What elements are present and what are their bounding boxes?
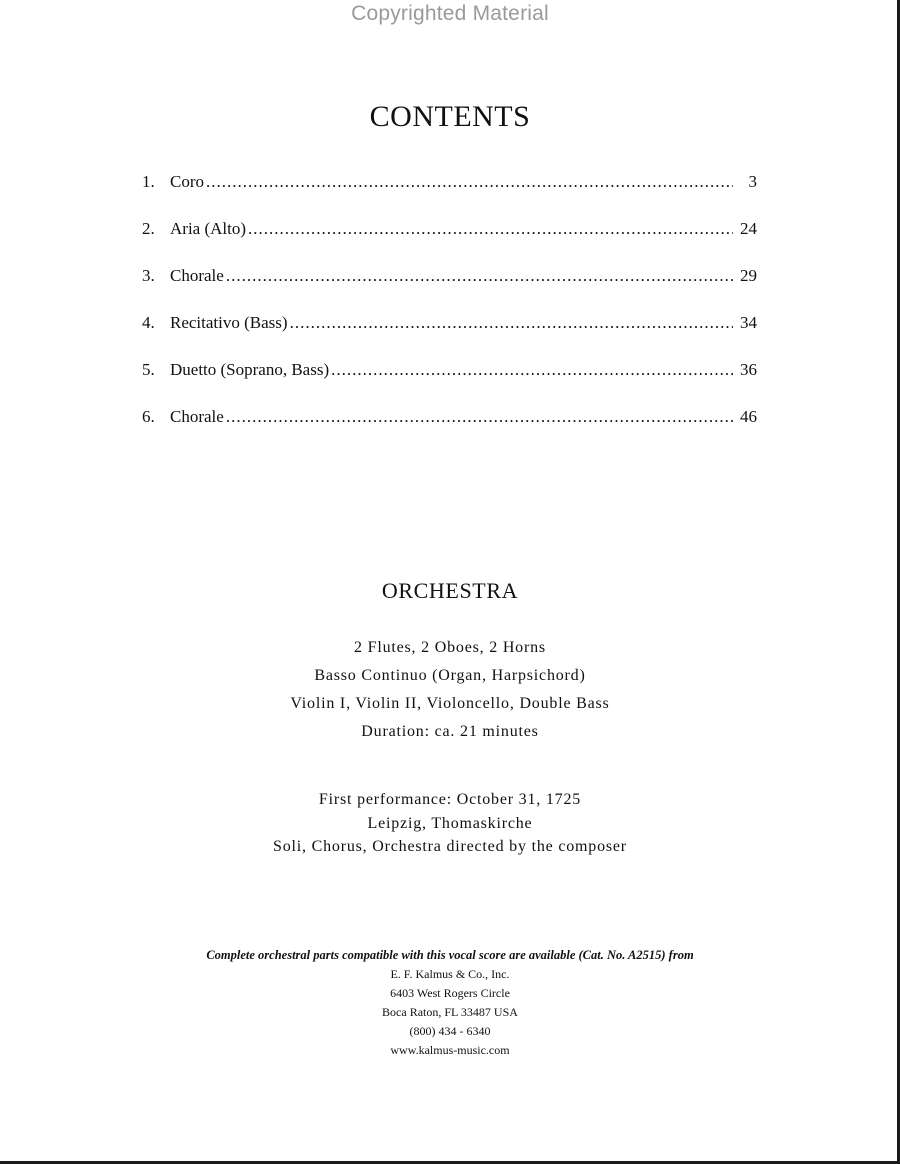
toc-leader-dots — [206, 172, 733, 192]
toc-entry-page: 46 — [740, 407, 757, 426]
toc-entry-title: Coro — [170, 172, 204, 191]
instrumentation-line: 2 Flutes, 2 Oboes, 2 Horns — [354, 639, 546, 656]
toc-entry — [142, 266, 757, 313]
publisher-city: Boca Raton, FL 33487 USA — [382, 1005, 518, 1019]
performance-venue-line: Leipzig, Thomaskirche — [367, 814, 533, 832]
contents-heading: CONTENTS — [369, 100, 531, 133]
toc-entry-number: 3. — [142, 266, 155, 285]
toc-entry — [142, 407, 757, 454]
first-performance-block — [0, 788, 900, 859]
toc-entry — [142, 360, 757, 407]
toc-entry — [142, 219, 757, 266]
toc-entry-number: 5. — [142, 360, 155, 379]
toc-entry — [142, 313, 757, 360]
duration-line: Duration: ca. 21 minutes — [361, 723, 539, 740]
instrumentation-block — [0, 634, 900, 746]
toc-entry-number: 2. — [142, 219, 155, 238]
toc-leader-dots — [226, 407, 733, 427]
orchestral-parts-note: Complete orchestral parts compatible with this vocal score are available (Cat. No. A2515) from — [206, 948, 694, 962]
toc-entry-title: Duetto (Soprano, Bass) — [170, 360, 330, 379]
toc-entry-page: 34 — [740, 313, 757, 332]
toc-leader-dots — [226, 266, 733, 286]
toc-entry-number: 6. — [142, 407, 155, 426]
toc-leader-dots — [331, 360, 733, 380]
toc-entry-title: Recitativo (Bass) — [170, 313, 288, 332]
copyright-watermark: Copyrighted Material — [351, 2, 549, 25]
toc-entry-page: 24 — [740, 219, 757, 238]
toc-leader-dots — [290, 313, 733, 333]
toc-entry-title: Aria (Alto) — [170, 219, 247, 238]
toc-leader-dots — [248, 219, 733, 239]
toc-entry-number: 4. — [142, 313, 155, 332]
publisher-street: 6403 West Rogers Circle — [390, 986, 510, 1000]
toc-entry-page: 3 — [748, 172, 757, 191]
toc-entry-title: Chorale — [170, 407, 224, 426]
publisher-phone: (800) 434 - 6340 — [409, 1024, 491, 1038]
publisher-block — [0, 946, 900, 1060]
orchestra-heading: ORCHESTRA — [381, 578, 519, 603]
toc-entry-number: 1. — [142, 172, 155, 191]
toc-entry-page: 36 — [740, 360, 757, 379]
performance-credits-line: Soli, Chorus, Orchestra directed by the composer — [273, 838, 627, 855]
table-of-contents — [142, 172, 757, 454]
toc-entry-title: Chorale — [170, 266, 224, 285]
publisher-name: E. F. Kalmus & Co., Inc. — [390, 967, 510, 981]
performance-date-line: First performance: October 31, 1725 — [318, 791, 582, 808]
toc-entry — [142, 172, 757, 219]
toc-entry-page: 29 — [740, 266, 757, 285]
publisher-website: www.kalmus-music.com — [390, 1043, 510, 1057]
instrumentation-line: Basso Continuo (Organ, Harpsichord) — [314, 667, 586, 684]
instrumentation-line: Violin I, Violin II, Violoncello, Double Bass — [290, 695, 610, 712]
